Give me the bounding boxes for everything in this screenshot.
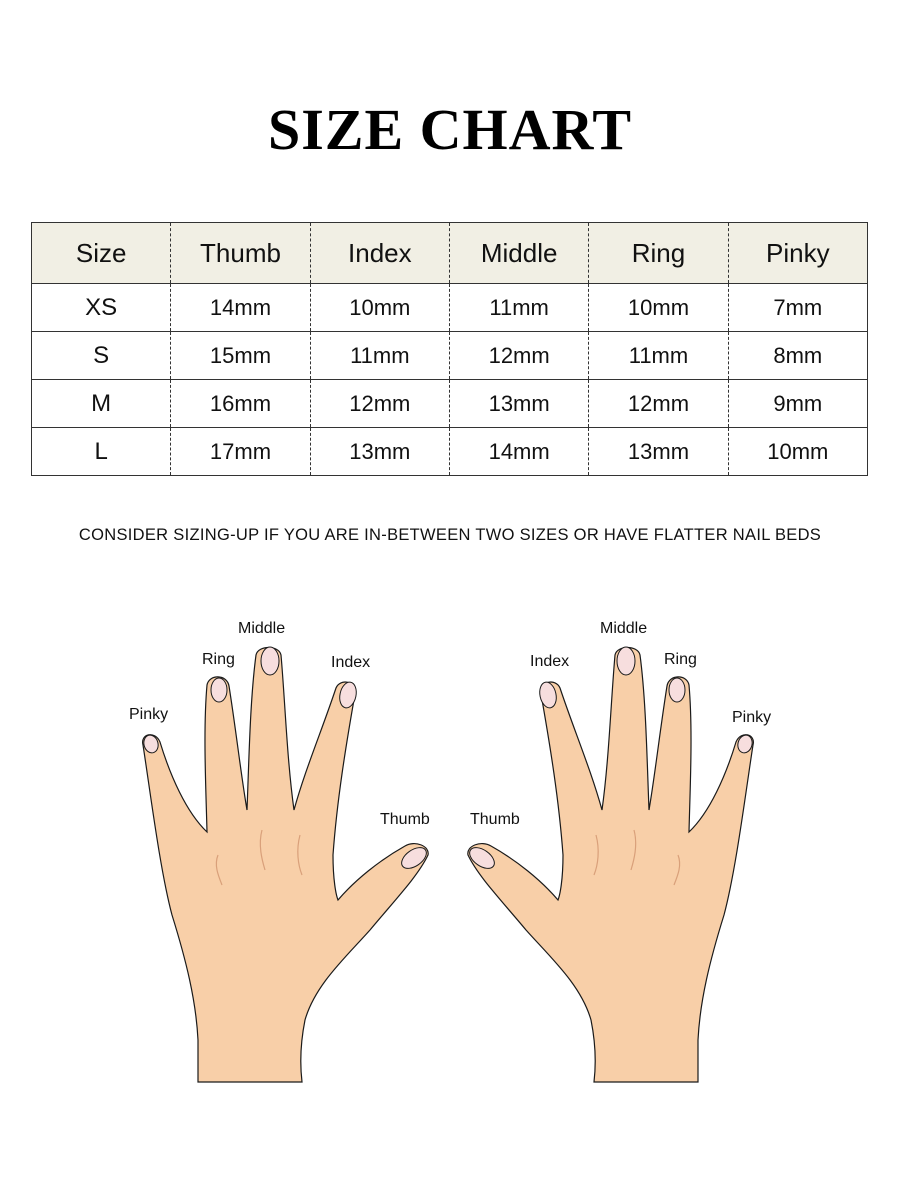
middle-cell: 11mm bbox=[449, 284, 588, 332]
pinky-cell: 10mm bbox=[728, 428, 867, 476]
right-middle-nail bbox=[617, 647, 635, 675]
pinky-cell: 8mm bbox=[728, 332, 867, 380]
middle-cell: 12mm bbox=[449, 332, 588, 380]
left-hand bbox=[129, 620, 430, 1082]
right-pinky-label: Pinky bbox=[732, 709, 772, 726]
pinky-cell: 7mm bbox=[728, 284, 867, 332]
size-cell: L bbox=[94, 437, 108, 465]
header-middle: Middle bbox=[449, 223, 588, 284]
right-hand-shape bbox=[468, 648, 754, 1083]
right-middle-label: Middle bbox=[600, 620, 648, 637]
left-index-label: Index bbox=[331, 654, 371, 671]
index-cell: 13mm bbox=[310, 428, 449, 476]
size-cell: XS bbox=[85, 293, 118, 321]
header-index: Index bbox=[310, 223, 449, 284]
page-title: SIZE CHART bbox=[267, 97, 633, 162]
right-hand bbox=[466, 647, 754, 1082]
middle-cell: 14mm bbox=[449, 428, 588, 476]
right-ring-nail bbox=[669, 678, 685, 702]
hands-illustration bbox=[0, 600, 900, 1198]
table-row bbox=[32, 428, 868, 476]
index-cell: 11mm bbox=[310, 332, 449, 380]
thumb-cell: 15mm bbox=[171, 332, 310, 380]
thumb-cell: 16mm bbox=[171, 380, 310, 428]
table-row bbox=[32, 284, 868, 332]
table-header-row bbox=[32, 223, 868, 284]
left-ring-nail bbox=[211, 678, 227, 702]
left-hand-shape bbox=[143, 648, 429, 1083]
header-thumb: Thumb bbox=[171, 223, 310, 284]
header-pinky: Pinky bbox=[728, 223, 867, 284]
header-ring: Ring bbox=[589, 223, 728, 284]
left-thumb-label: Thumb bbox=[380, 811, 430, 828]
middle-cell: 13mm bbox=[449, 380, 588, 428]
header-size: Size bbox=[75, 237, 127, 268]
left-pinky-label: Pinky bbox=[129, 706, 169, 723]
size-cell: M bbox=[91, 389, 112, 417]
thumb-cell: 14mm bbox=[171, 284, 310, 332]
left-ring-label: Ring bbox=[202, 651, 235, 668]
table-row bbox=[32, 380, 868, 428]
ring-cell: 12mm bbox=[589, 380, 728, 428]
right-ring-label: Ring bbox=[664, 651, 697, 668]
index-cell: 10mm bbox=[310, 284, 449, 332]
sizing-note: CONSIDER SIZING-UP IF YOU ARE IN-BETWEEN TWO SIZES OR HAVE FLATTER NAIL BEDS bbox=[78, 526, 822, 544]
size-cell: S bbox=[93, 341, 110, 369]
table-row bbox=[32, 332, 868, 380]
ring-cell: 10mm bbox=[589, 284, 728, 332]
thumb-cell: 17mm bbox=[171, 428, 310, 476]
index-cell: 12mm bbox=[310, 380, 449, 428]
ring-cell: 11mm bbox=[589, 332, 728, 380]
ring-cell: 13mm bbox=[589, 428, 728, 476]
left-middle-label: Middle bbox=[238, 620, 286, 637]
size-table bbox=[31, 222, 868, 476]
right-thumb-label: Thumb bbox=[470, 811, 520, 828]
right-index-label: Index bbox=[530, 653, 570, 670]
pinky-cell: 9mm bbox=[728, 380, 867, 428]
left-middle-nail bbox=[261, 647, 279, 675]
